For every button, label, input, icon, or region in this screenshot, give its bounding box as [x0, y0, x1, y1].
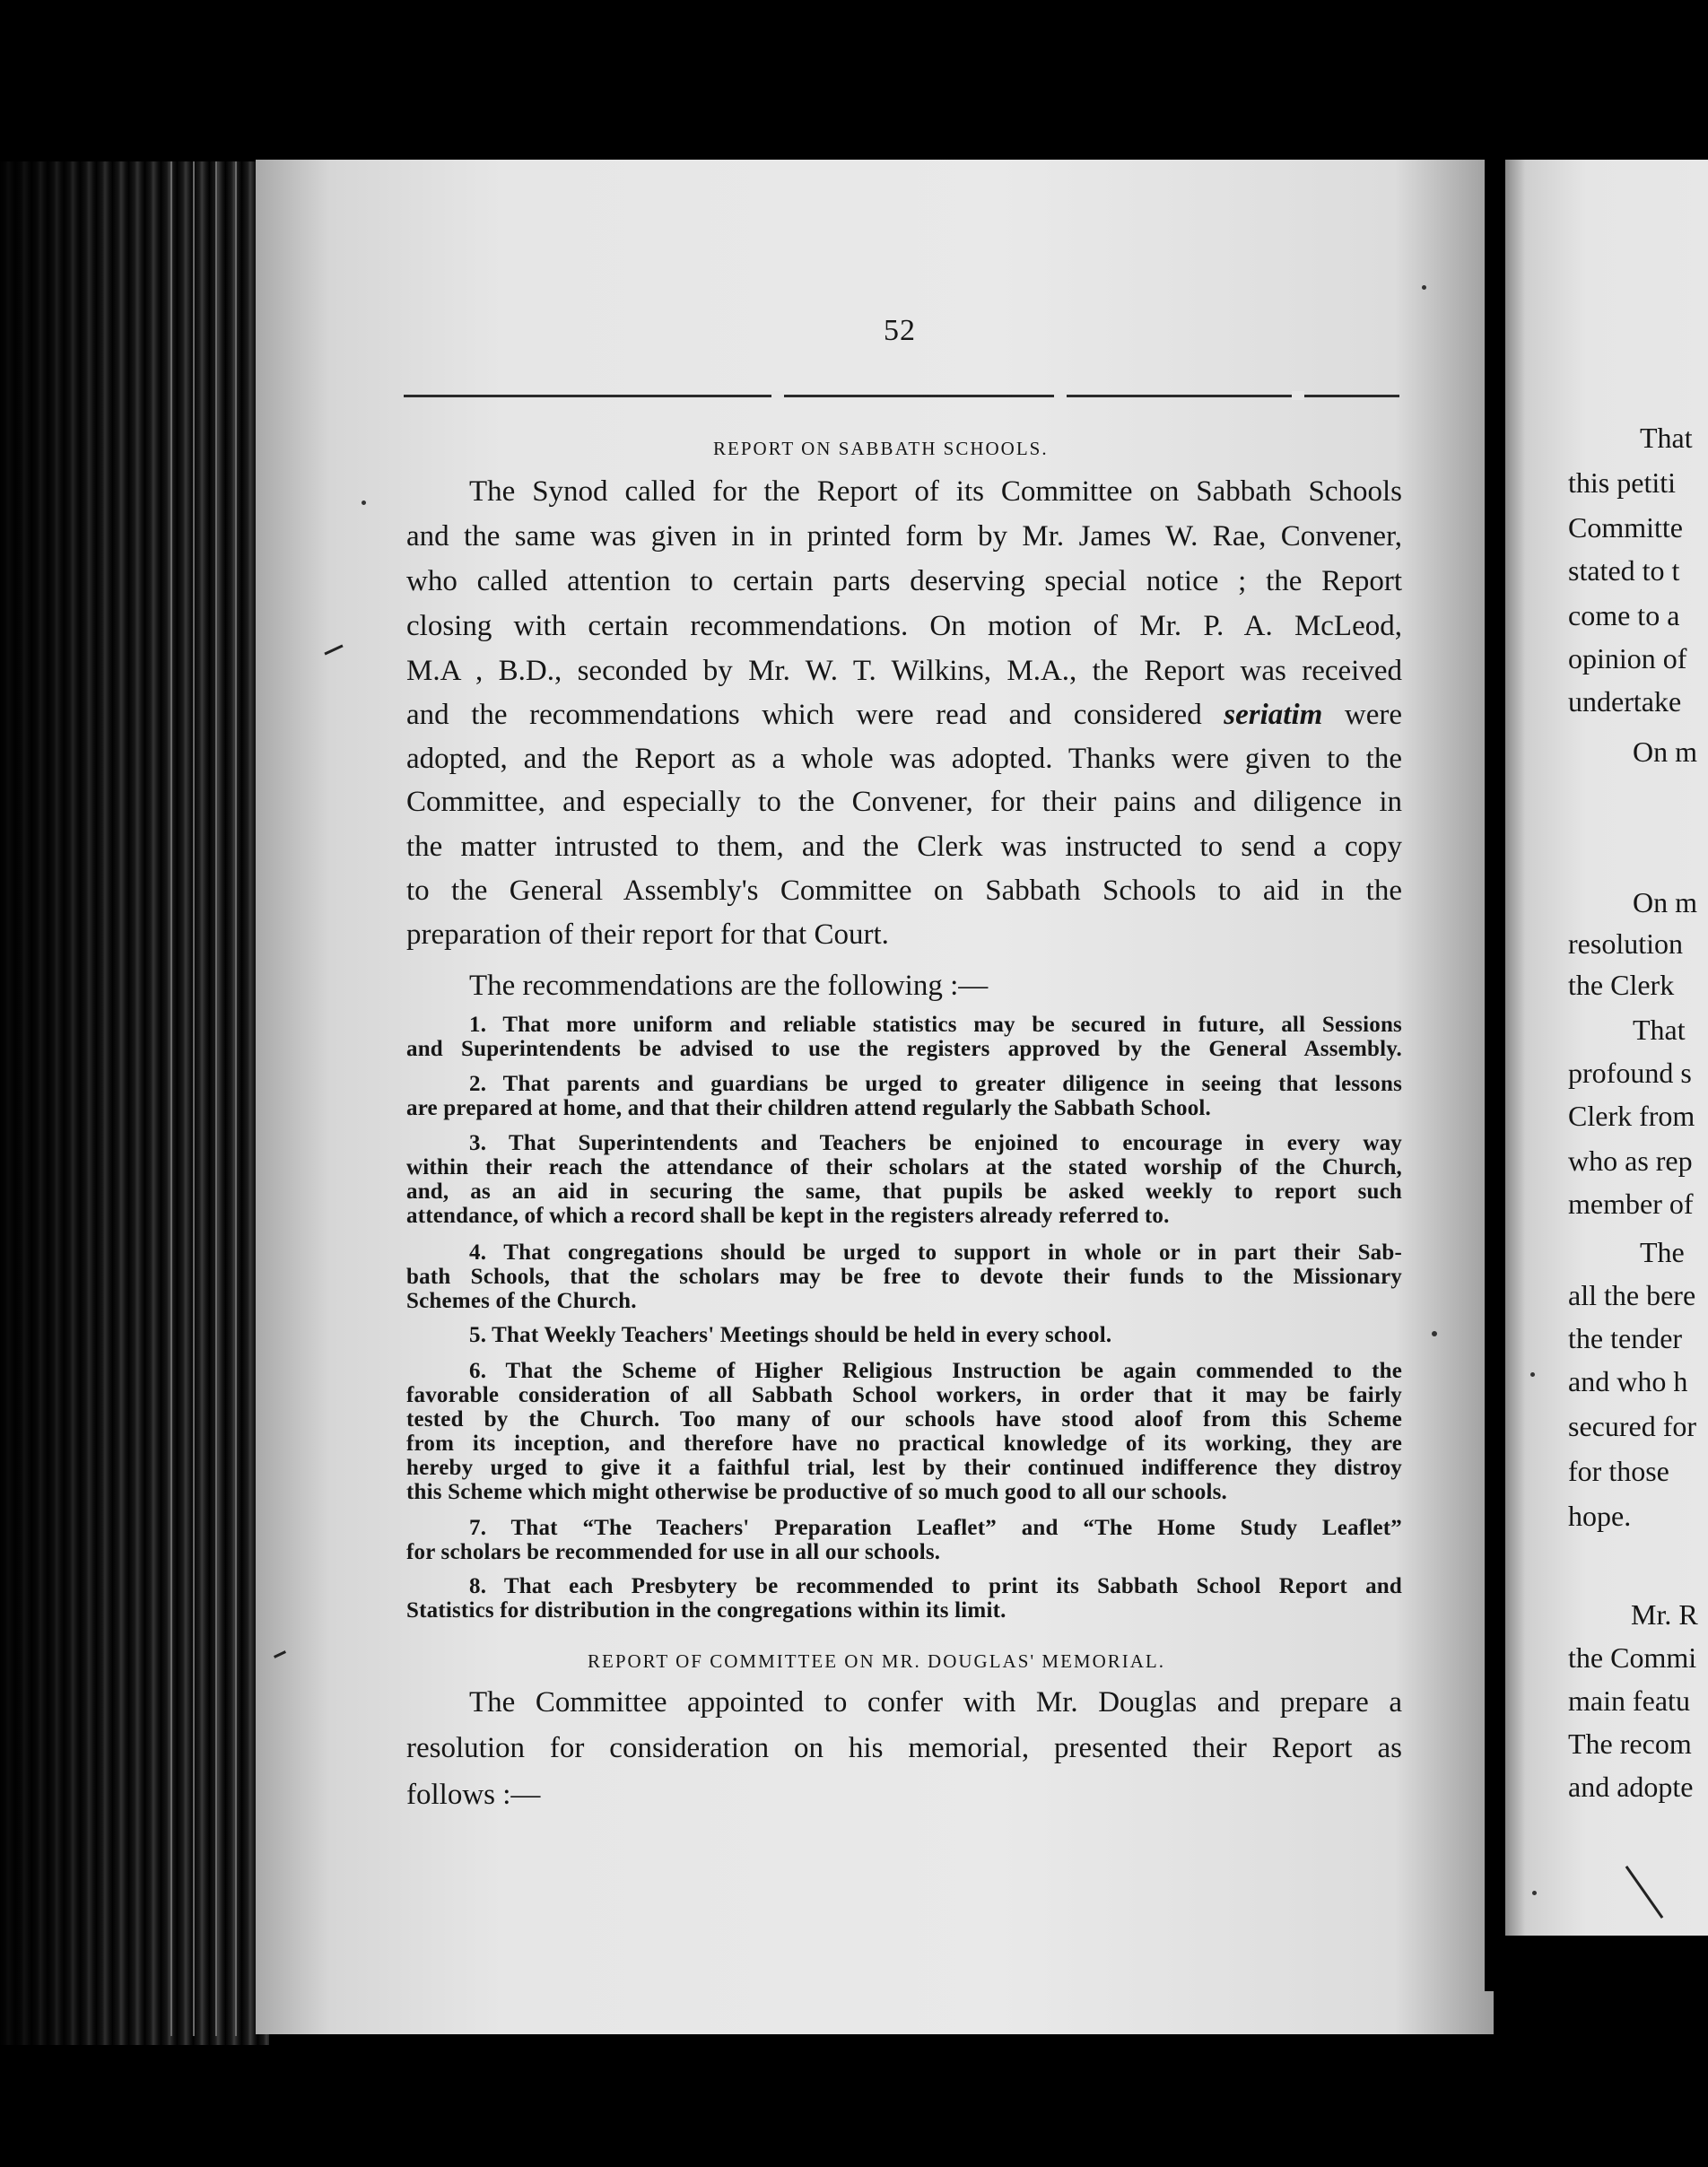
recommendation-line: 3. That Superintendents and Teachers be enjoined to encourage in every way: [469, 1131, 1402, 1155]
recommendation-line: for scholars be recommended for use in all our schools.: [406, 1540, 941, 1564]
body-line: Committee, and especially to the Convener, for their pains and diligence in: [406, 786, 1402, 818]
recommendation-line: 5. That Weekly Teachers' Meetings should be held in every school.: [469, 1323, 1112, 1347]
right-page-line: Committe: [1568, 511, 1683, 544]
recommendation-line: 4. That congregations should be urged to support in whole or in part their Sab-: [469, 1240, 1402, 1265]
recommendation-line: tested by the Church. Too many of our schools have stood aloof from this Scheme: [406, 1407, 1402, 1432]
right-page-line: profound s: [1568, 1057, 1692, 1089]
right-page-line: undertake: [1568, 685, 1682, 718]
right-page-line: and adopte: [1568, 1771, 1694, 1803]
right-page-line: The recom: [1568, 1728, 1692, 1760]
recommendation-line: within their reach the attendance of their scholars at the stated worship of the Church,: [406, 1155, 1402, 1179]
recommendation-line: from its inception, and therefore have no practical knowledge of its working, they are: [406, 1432, 1402, 1456]
recommendation-line: hereby urged to give it a faithful trial, lest by their continued indifference they distroy: [406, 1456, 1402, 1480]
recommendation-line: and, as an aid in securing the same, that pupils be asked weekly to report such: [406, 1179, 1402, 1204]
margin-pencil-mark: [274, 1650, 286, 1658]
right-page-line: That: [1633, 1014, 1686, 1046]
body-line: who called attention to certain parts deserving special notice ; the Report: [406, 565, 1402, 597]
body-line: M.A , B.D., seconded by Mr. W. T. Wilkins, M.A., the Report was received: [406, 655, 1402, 687]
body-line: resolution for consideration on his memorial, presented their Report as: [406, 1732, 1402, 1764]
body-line: The recommendations are the following :—: [469, 970, 989, 1002]
scan-speck: [1432, 1331, 1437, 1336]
body-line-with-italic: [406, 699, 1402, 732]
page-edge-line: [235, 161, 237, 2036]
recommendation-line: Schemes of the Church.: [406, 1289, 637, 1313]
scan-speck: [1422, 285, 1426, 290]
scan-speck: [1530, 1372, 1535, 1377]
right-page-line: On m: [1633, 886, 1697, 918]
body-line: closing with certain recommendations. On motion of Mr. P. A. McLeod,: [406, 610, 1402, 642]
page-edge-line: [215, 161, 217, 2036]
body-line: to the General Assembly's Committee on Sabbath Schools to aid in the: [406, 875, 1402, 907]
right-page-line: That: [1640, 422, 1693, 454]
right-page-line: secured for: [1568, 1410, 1697, 1442]
recommendation-line: 6. That the Scheme of Higher Religious Instruction be again commended to the: [469, 1359, 1402, 1383]
header-rule: [404, 395, 1399, 397]
body-line: adopted, and the Report as a whole was adopted. Thanks were given to the: [406, 743, 1402, 775]
body-line: the matter intrusted to them, and the Clerk was instructed to send a copy: [406, 831, 1402, 863]
spine-shadow: [0, 161, 269, 2045]
right-page-line: the tender: [1568, 1322, 1683, 1354]
right-page-line: all the bere: [1568, 1279, 1696, 1311]
recommendation-line: and Superintendents be advised to use the registers approved by the General Assembly.: [406, 1037, 1402, 1061]
right-page-line: hope.: [1568, 1500, 1632, 1532]
right-page-line: and who h: [1568, 1365, 1688, 1397]
body-text: were: [1344, 699, 1402, 731]
right-page-line: the Clerk: [1568, 969, 1675, 1001]
page-edge-line: [193, 161, 195, 2036]
scan-speck: [362, 500, 366, 505]
right-page-partial: [1505, 160, 1708, 1936]
italic-term-seriatim: seriatim: [1224, 699, 1323, 731]
right-page-line: Clerk from: [1568, 1100, 1695, 1132]
rule-break: [1292, 391, 1304, 400]
right-page-line: who as rep: [1568, 1144, 1693, 1177]
rule-break: [771, 391, 784, 400]
body-line: preparation of their report for that Court.: [406, 918, 889, 951]
right-page-line: Mr. R: [1631, 1598, 1698, 1631]
body-text: and the recommendations which were read and considered: [406, 699, 1202, 731]
right-page-line: stated to t: [1568, 554, 1680, 587]
recommendation-line: 8. That each Presbytery be recommended to print its Sabbath School Report and: [469, 1574, 1402, 1598]
recommendation-line: 2. That parents and guardians be urged to greater diligence in seeing that lessons: [469, 1072, 1402, 1096]
page-edge-line: [170, 161, 172, 2036]
right-page-line: opinion of: [1568, 642, 1687, 674]
section-heading-sabbath-schools: REPORT ON SABBATH SCHOOLS.: [713, 438, 1049, 459]
recommendation-line: this Scheme which might otherwise be productive of so much good to all our schools.: [406, 1480, 1228, 1504]
recommendation-line: favorable consideration of all Sabbath School workers, in order that it may be fairly: [406, 1383, 1402, 1407]
right-page-line: member of: [1568, 1188, 1694, 1220]
recommendation-line: 1. That more uniform and reliable statistics may be secured in future, all Sessions: [469, 1013, 1402, 1037]
scan-speck: [1532, 1891, 1537, 1895]
body-line: and the same was given in in printed form by Mr. James W. Rae, Convener,: [406, 520, 1402, 553]
right-page-line: this petiti: [1568, 466, 1676, 499]
right-page-line: resolution: [1568, 927, 1683, 960]
right-page-line: On m: [1633, 735, 1697, 768]
page-number: 52: [884, 314, 916, 347]
recommendation-line: are prepared at home, and that their children attend regularly the Sabbath School.: [406, 1096, 1212, 1120]
right-page-line: The: [1640, 1236, 1685, 1268]
recommendation-line: attendance, of which a record shall be kept in the registers already referred to.: [406, 1204, 1170, 1228]
body-line: The Synod called for the Report of its Committee on Sabbath Schools: [469, 475, 1402, 508]
right-page-line: for those: [1568, 1455, 1669, 1487]
right-page-line: the Commi: [1568, 1641, 1697, 1674]
right-page-mark: [1625, 1866, 1664, 1919]
body-line: follows :—: [406, 1779, 541, 1811]
rule-break: [1054, 391, 1067, 400]
left-page: [256, 160, 1494, 2034]
recommendation-line: bath Schools, that the scholars may be free to devote their funds to the Missionary: [406, 1265, 1402, 1289]
margin-pencil-mark: [324, 644, 343, 655]
recommendation-line: Statistics for distribution in the congregations within its limit.: [406, 1598, 1006, 1623]
section-heading-douglas-memorial: REPORT OF COMMITTEE ON MR. DOUGLAS' MEMORIAL.: [588, 1650, 1165, 1672]
right-page-line: come to a: [1568, 599, 1680, 631]
right-page-line: main featu: [1568, 1684, 1690, 1717]
body-line: The Committee appointed to confer with Mr. Douglas and prepare a: [469, 1686, 1402, 1719]
recommendation-line: 7. That “The Teachers' Preparation Leaflet” and “The Home Study Leaflet”: [469, 1516, 1402, 1540]
